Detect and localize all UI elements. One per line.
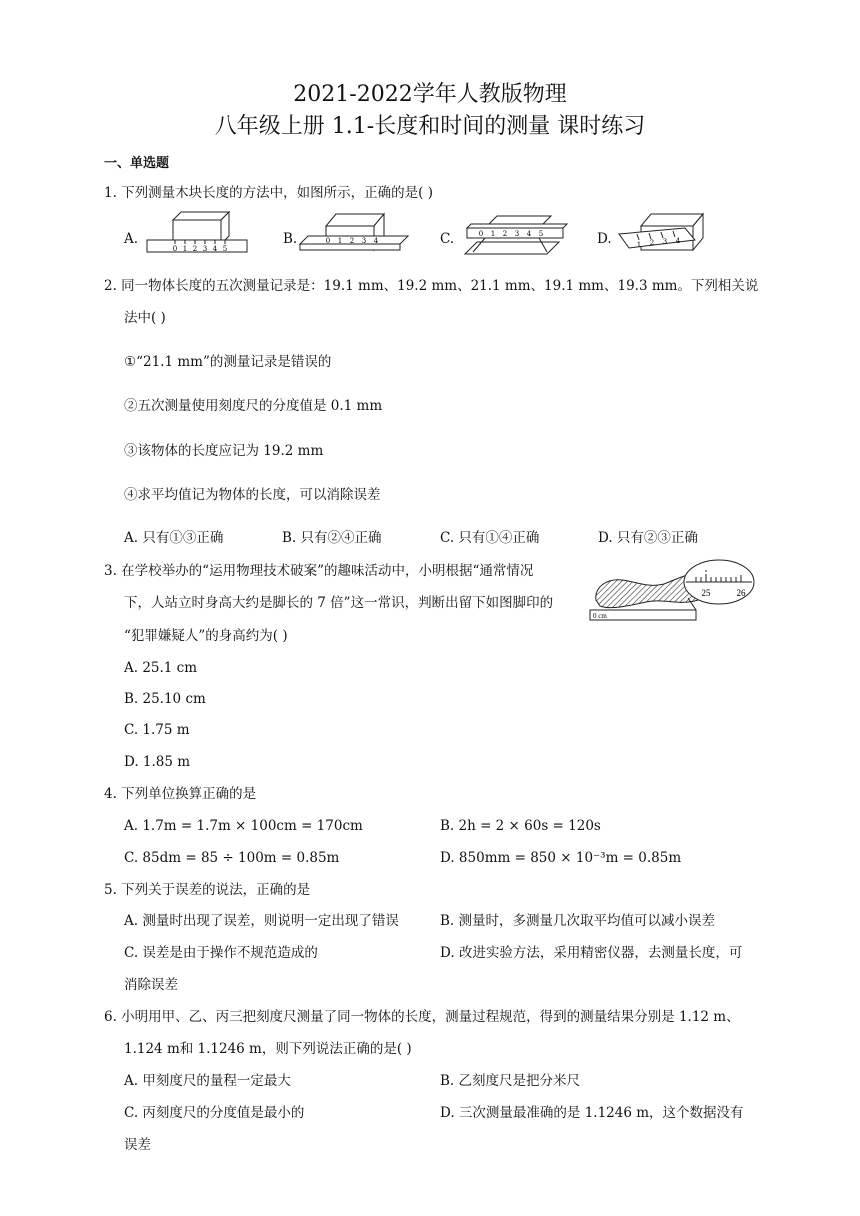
q3-option-a[interactable]: A. 25.1 cm [124, 660, 198, 676]
q6-option-d-line2: 误差 [124, 1137, 151, 1153]
q6-option-d-line1[interactable]: D. 三次测量最准确的是 1.1246 m，这个数据没有 [440, 1105, 744, 1121]
q1-c-tick-0: 0 [478, 230, 484, 238]
q1-option-d[interactable]: D. [597, 231, 612, 247]
q3-stem-line3: “犯罪嫌疑人”的身高约为( ) [124, 628, 288, 644]
q6-stem-line1: 6. 小明用甲、乙、丙三把刻度尺测量了同一物体的长度，测量过程规范，得到的测量结果分别是 1.12 m、 [104, 1009, 740, 1025]
q4-option-c[interactable]: C. 85dm = 85 ÷ 100m = 0.85m [124, 850, 340, 866]
q2-statement-1: ①“21.1 mm”的测量记录是错误的 [124, 354, 332, 370]
q4-option-d[interactable]: D. 850mm = 850 × 10⁻³m = 0.85m [440, 850, 682, 866]
q4-option-a[interactable]: A. 1.7m = 1.7m × 100cm = 170cm [124, 818, 363, 834]
q2-statement-3: ③该物体的长度应记为 19.2 mm [124, 443, 324, 459]
q2-statement-2: ②五次测量使用刻度尺的分度值是 0.1 mm [124, 398, 383, 414]
q1-stem: 1. 下列测量木块长度的方法中，如图所示，正确的是( ) [104, 185, 433, 201]
q1-option-c[interactable]: C. [440, 231, 455, 247]
q1-a-tick-3: 3 [202, 245, 208, 253]
q3-option-d[interactable]: D. 1.85 m [124, 754, 191, 770]
q2-option-b[interactable]: B. 只有②④正确 [282, 530, 382, 546]
q1-d-tick-2: 2 [649, 239, 655, 247]
q2-stem-line1: 2. 同一物体长度的五次测量记录是：19.1 mm、19.2 mm、21.1 mm、19.1 mm、19.3 mm。下列相关说 [104, 278, 759, 294]
q3-stem-line1: 3. 在学校举办的“运用物理技术破案”的趣味活动中，小明根据“通常情况 [104, 563, 534, 579]
q1-d-tick-3: 3 [662, 238, 668, 246]
q1-d-tick-4: 4 [675, 237, 681, 245]
q2-statement-4: ④求平均值记为物体的长度，可以消除误差 [124, 487, 381, 503]
q3-label-26: 26 [736, 588, 746, 598]
q2-option-a[interactable]: A. 只有①③正确 [124, 530, 224, 546]
q5-option-c[interactable]: C. 误差是由于操作不规范造成的 [124, 945, 318, 961]
q1-a-tick-1: 1 [182, 245, 188, 253]
q1-c-tick-4: 4 [526, 230, 532, 238]
q5-option-a[interactable]: A. 测量时出现了误差，则说明一定出现了错误 [124, 913, 399, 929]
q1-figure-b [298, 208, 413, 260]
q1-c-tick-1: 1 [490, 230, 496, 238]
q3-option-b[interactable]: B. 25.10 cm [124, 691, 206, 707]
q5-option-d-line2: 消除误差 [124, 977, 178, 993]
q1-d-tick-1: 1 [636, 241, 642, 249]
q5-option-d-line1[interactable]: D. 改进实验方法，采用精密仪器，去测量长度，可 [440, 945, 743, 961]
title-line-2: 八年级上册 1.1-长度和时间的测量 课时练习 [214, 114, 646, 139]
q3-stem-line2: 下，人站立时身高大约是脚长的 7 倍”这一常识，判断出留下如图脚印的 [124, 595, 554, 611]
q1-a-tick-0: 0 [172, 245, 178, 253]
q5-stem: 5. 下列关于误差的说法，正确的是 [104, 882, 311, 898]
q1-b-tick-4: 4 [373, 237, 379, 245]
q2-option-c[interactable]: C. 只有①④正确 [440, 530, 540, 546]
q1-b-tick-0: 0 [325, 237, 331, 245]
q1-a-tick-2: 2 [192, 245, 198, 253]
section-heading: 一、单选题 [104, 156, 170, 171]
q1-b-tick-3: 3 [361, 237, 367, 245]
q1-c-tick-2: 2 [502, 230, 508, 238]
q1-a-tick-5: 5 [222, 245, 228, 253]
q6-stem-line2: 1.124 m和 1.1246 m，则下列说法正确的是( ) [124, 1041, 412, 1057]
q3-option-c[interactable]: C. 1.75 m [124, 722, 190, 738]
q2-option-d[interactable]: D. 只有②③正确 [598, 530, 698, 546]
q1-figure-d [615, 210, 725, 262]
q6-option-c[interactable]: C. 丙刻度尺的分度值是最小的 [124, 1105, 305, 1121]
q1-b-tick-1: 1 [337, 237, 343, 245]
q1-b-tick-2: 2 [349, 237, 355, 245]
title-line-1: 2021-2022学年人教版物理 [293, 82, 567, 107]
q4-stem: 4. 下列单位换算正确的是 [104, 786, 257, 802]
q1-figure-c [455, 206, 573, 262]
q1-figure-a [145, 208, 265, 260]
q4-option-b[interactable]: B. 2h = 2 × 60s = 120s [440, 818, 601, 834]
q5-option-b[interactable]: B. 测量时，多测量几次取平均值可以减小误差 [440, 913, 716, 929]
q1-c-tick-3: 3 [514, 230, 520, 238]
q1-a-tick-4: 4 [212, 245, 218, 253]
q1-option-a[interactable]: A. [124, 231, 139, 247]
q2-stem-line2: 法中( ) [124, 310, 166, 326]
q3-label-25: 25 [701, 588, 711, 598]
q1-option-b[interactable]: B. [283, 231, 298, 247]
q6-option-b[interactable]: B. 乙刻度尺是把分米尺 [440, 1073, 581, 1089]
q3-footprint-figure [588, 558, 760, 626]
q6-option-a[interactable]: A. 甲刻度尺的量程一定最大 [124, 1073, 291, 1089]
q1-c-tick-5: 5 [538, 230, 544, 238]
q3-zero-label: 0 cm [593, 612, 607, 620]
